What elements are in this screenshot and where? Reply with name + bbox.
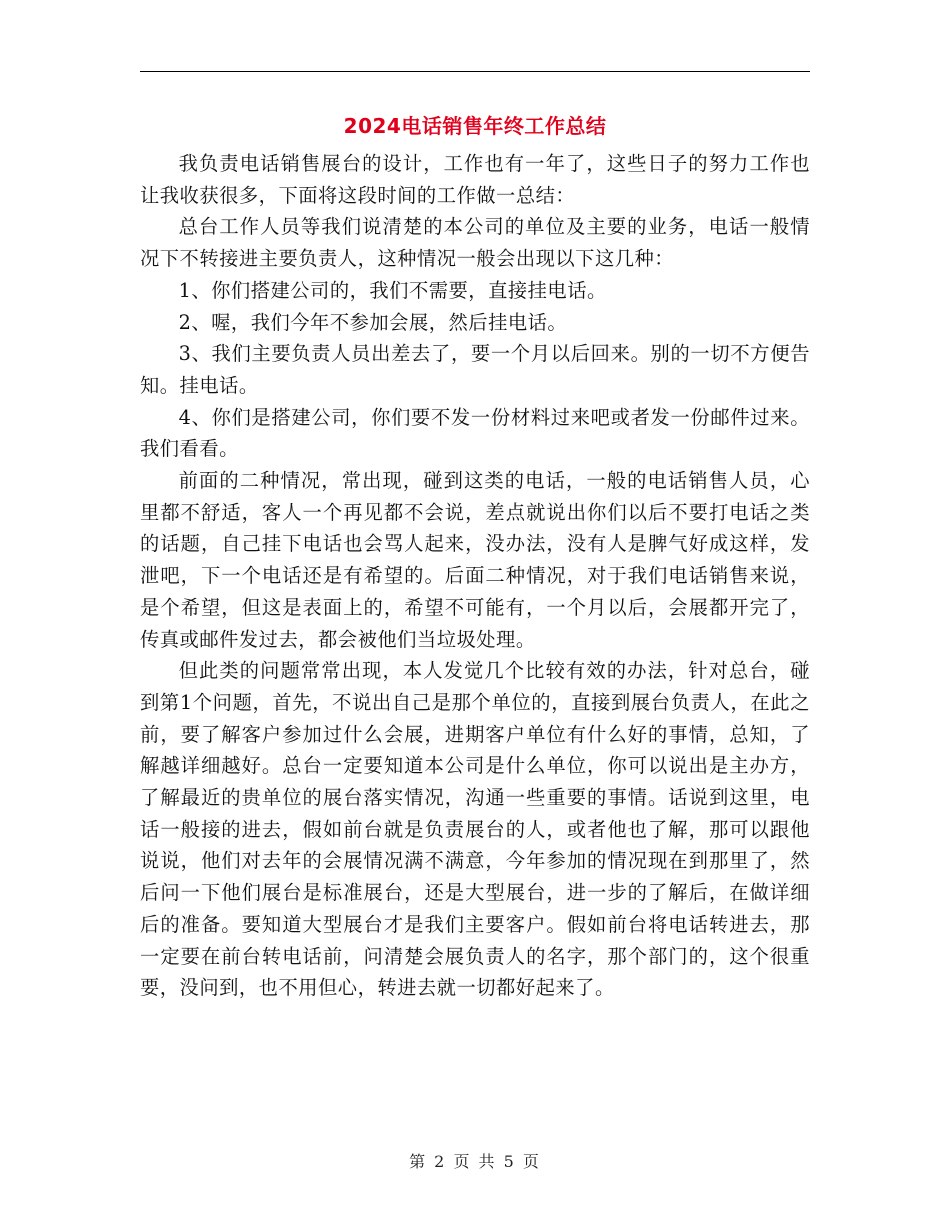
paragraph-case-2: 2、喔，我们今年不参加会展，然后挂电话。: [178, 310, 568, 334]
document-title: 2024电话销售年终工作总结: [343, 114, 607, 138]
paragraph-situation: 总台工作人员等我们说清楚的本公司的单位及主要的业务，电话一般情况下不转接进主要负责人，这种情况一般会出现以下这几种：: [140, 215, 810, 271]
paragraph-analysis: 前面的二种情况，常出现，碰到这类的电话，一般的电话销售人员，心里都不舒适，客人一个再见都不会说，差点就说出你们以后不要打电话之类的话题，自己挂下电话也会骂人起来，没办法，没有人是脾气好成这样，发泄吧，下一个电话还是有希望的。后面二种情况，对于我们电话销售来说，是个希望，但这是表面上的，希望不可能有，一个月以后，会展都开完了，传真或邮件发过去，都会被他们当垃圾处理。: [140, 469, 810, 651]
paragraph-case-4: 4、你们是搭建公司，你们要不发一份材料过来吧或者发一份邮件过来。我们看看。: [140, 405, 810, 461]
page-number-footer: 第 2 页 共 5 页: [409, 1152, 541, 1171]
paragraph-intro: 我负责电话销售展台的设计，工作也有一年了，这些日子的努力工作也让我收获很多，下面将这段时间的工作做一总结：: [140, 152, 810, 207]
document-body: [140, 148, 810, 1004]
paragraph-case-1: 1、你们搭建公司的，我们不需要，直接挂电话。: [178, 278, 607, 302]
paragraph-methods: 但此类的问题常常出现，本人发觉几个比较有效的办法，针对总台，碰到第1个问题，首先，不说出自己是那个单位的，直接到展台负责人，在此之前，要了解客户参加过什么会展，进期客户单位有什么好的事情，总知，了解越详细越好。总台一定要知道本公司是什么单位，你可以说出是主办方，了解最近的贵单位的展台落实情况，沟通一些重要的事情。话说到这里，电话一般接的进去，假如前台就是负责展台的人，或者他也了解，那可以跟他说说，他们对去年的会展情况满不满意，今年参加的情况现在到那里了，然后问一下他们展台是标准展台，还是大型展台，进一步的了解后，在做详细后的准备。要知道大型展台才是我们主要客户。假如前台将电话转进去，那一定要在前台转电话前，问清楚会展负责人的名字，那个部门的，这个很重要，没问到，也不用但心，转进去就一切都好起来了。: [140, 659, 810, 1000]
header-rule: [140, 71, 810, 72]
paragraph-case-3: 3、我们主要负责人员出差去了，要一个月以后回来。别的一切不方便告知。挂电话。: [140, 342, 810, 397]
